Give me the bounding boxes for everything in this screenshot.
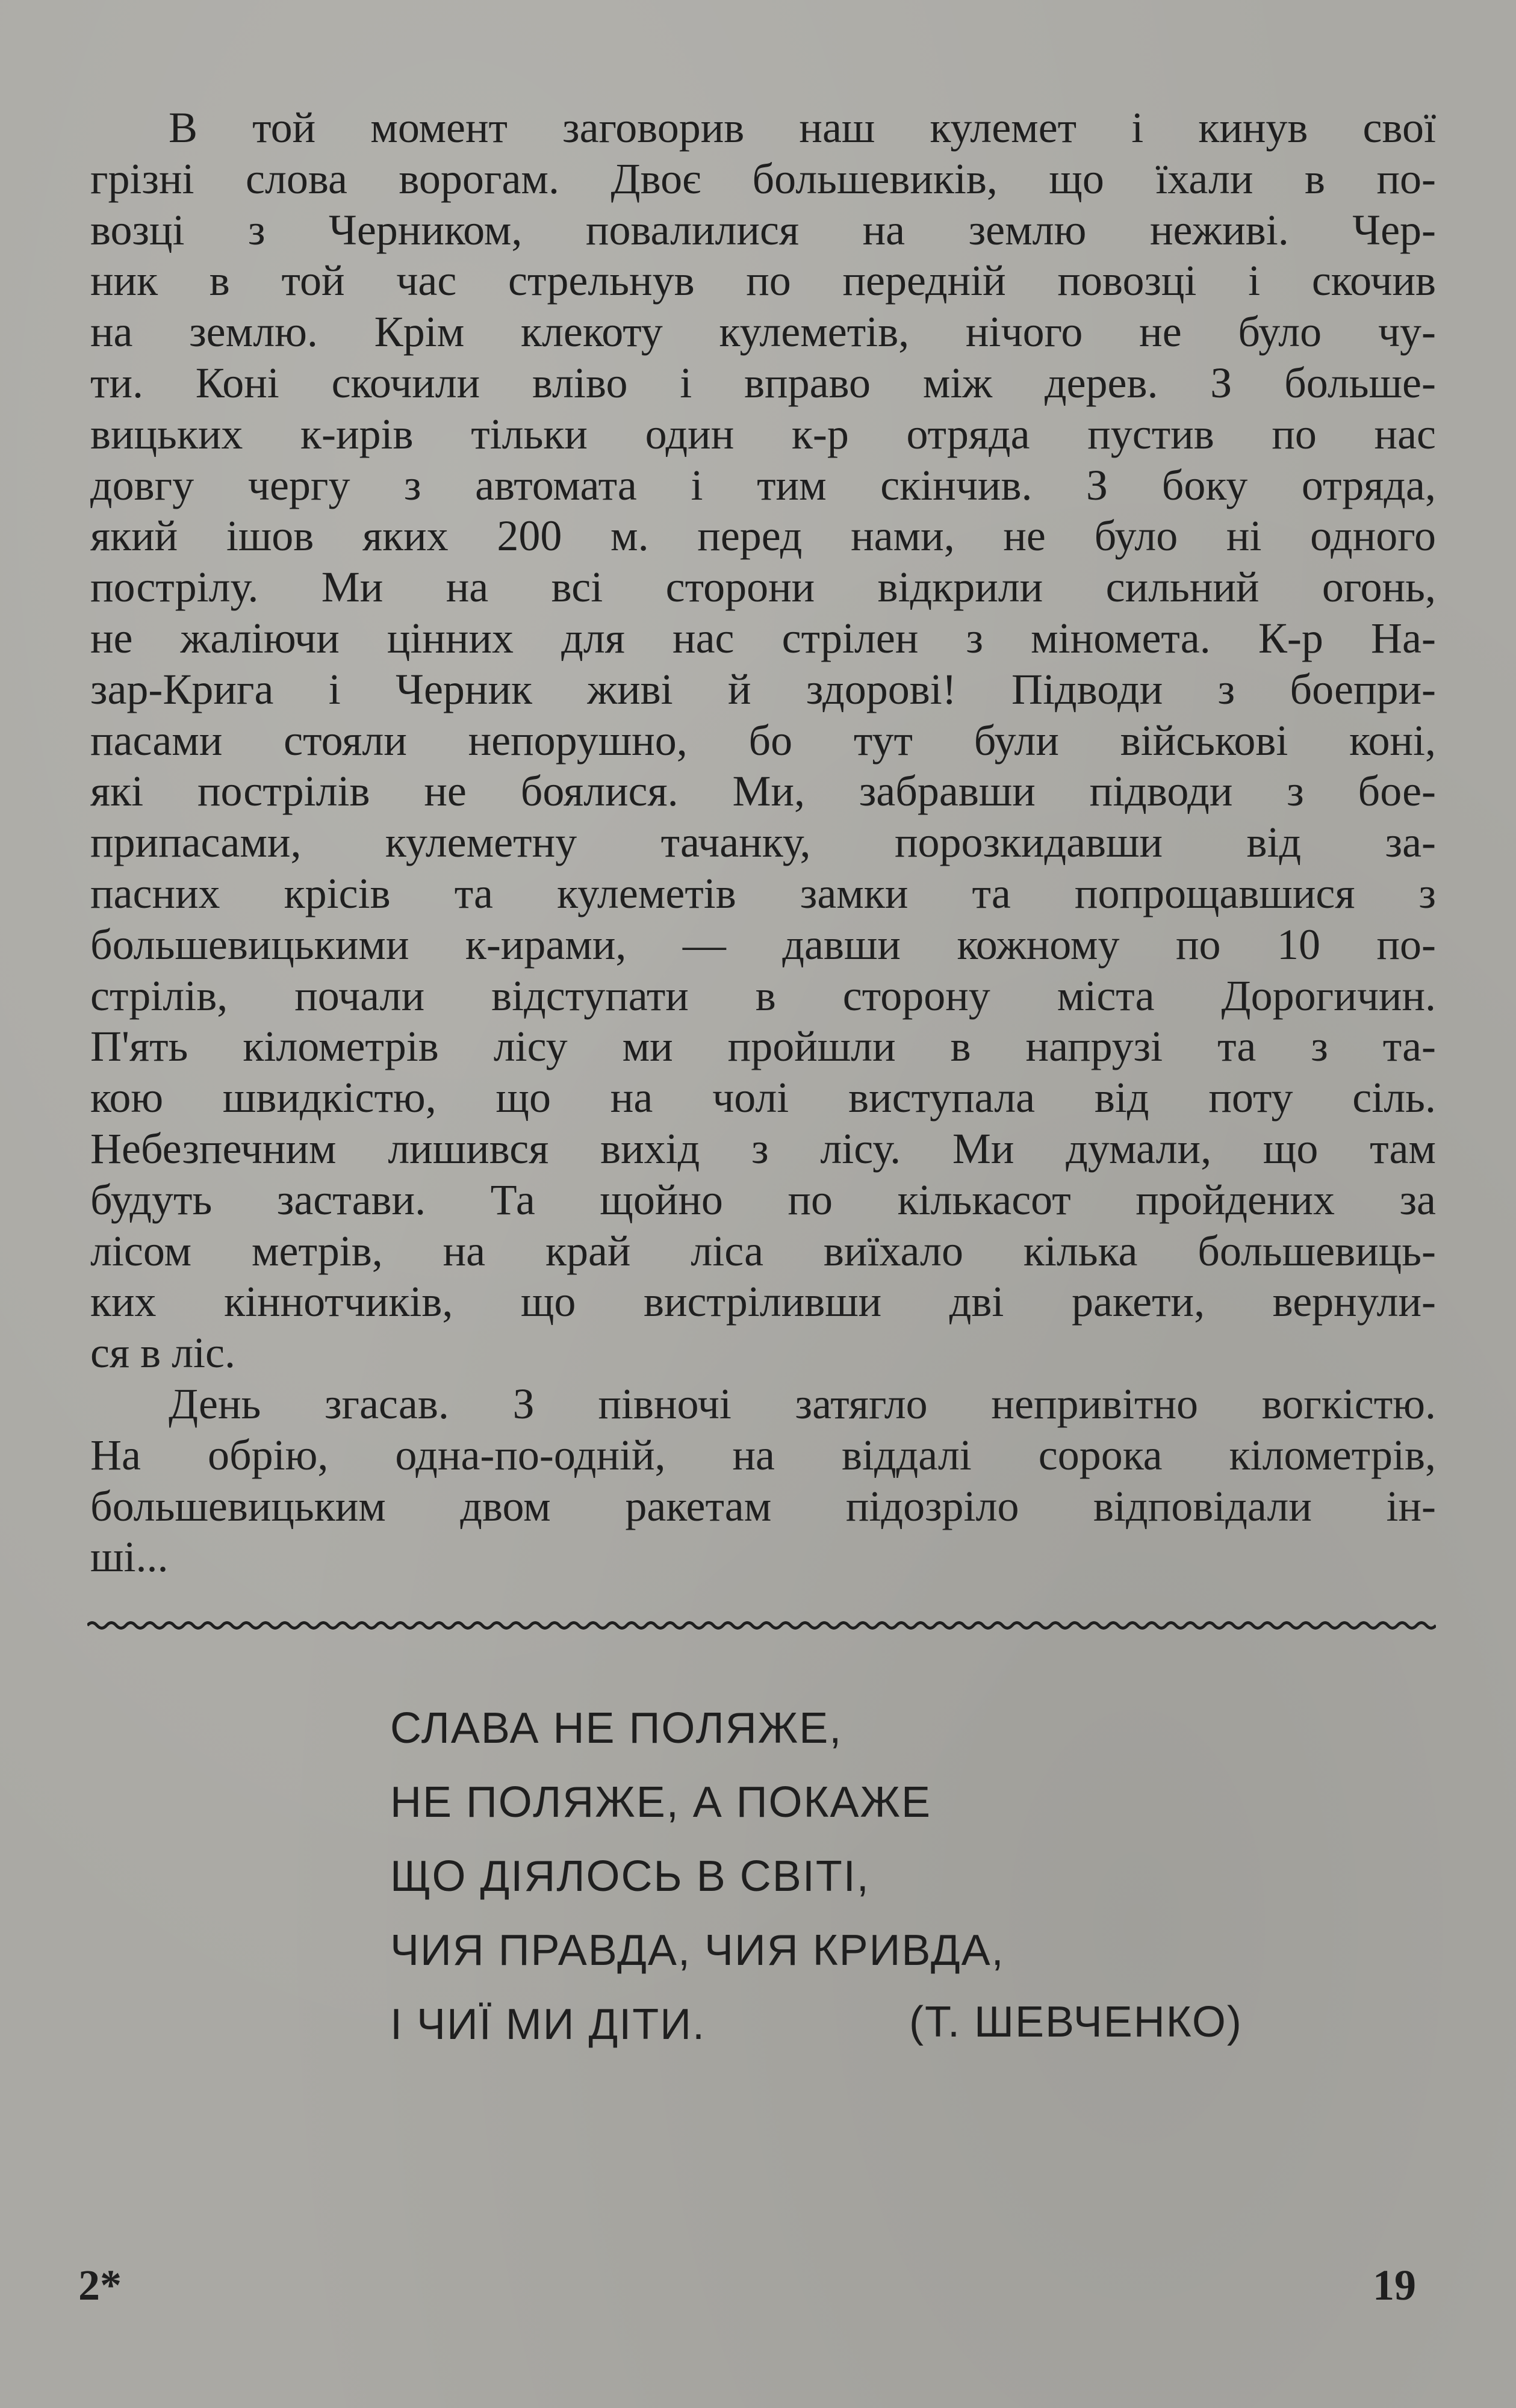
wavy-divider: [87, 1613, 1436, 1637]
prose-line: ші...: [90, 1533, 169, 1581]
prose-line: які пострілів не боялися. Ми, забравши підводи з бое-: [90, 767, 1436, 816]
prose-line: вицьких к-ирів тільки один к-р отряда пустив по нас: [90, 409, 1436, 458]
prose-line: ти. Коні скочили вліво і вправо між дерев. З большe-: [90, 358, 1436, 407]
prose-line: В той момент заговорив наш кулемет і кинув свої: [169, 104, 1436, 152]
prose-line: будуть застави. Та щойно по кількасот пройдених за: [90, 1175, 1436, 1224]
poem-author: (Т. ШЕВЧЕНКО): [909, 1998, 1243, 2046]
prose-line: пасами стояли непорушно, бо тут були військові коні,: [90, 716, 1436, 765]
page-number: 19: [1373, 2261, 1416, 2309]
prose-line: большевицькими к-ирами, — давши кожному по 10 по-: [90, 920, 1436, 969]
prose-line: не жаліючи цінних для нас стрілен з міномета. К-р На-: [90, 613, 1436, 662]
signature-mark: 2*: [78, 2261, 122, 2309]
poem-line: ЩО ДІЯЛОСЬ В СВІТІ,: [390, 1852, 870, 1901]
poem-line: І ЧИЇ МИ ДІТИ.: [390, 2000, 706, 2049]
prose-line: ник в той час стрельнув по передній повозці і скочив: [90, 256, 1436, 305]
prose-line: пасних крісів та кулеметів замки та попрощавшися з: [90, 869, 1436, 917]
prose-line: грізні слова ворогам. Двоє большевиків, що їхали в по-: [90, 154, 1436, 203]
prose-body: [90, 102, 1436, 1583]
prose-line: лісом метрів, на край ліса виїхало кілька большевиць-: [90, 1226, 1436, 1275]
prose-line: який ішов яких 200 м. перед нами, не було ні одного: [90, 512, 1436, 560]
prose-line: большевицьким двом ракетам підозріло відповідали ін-: [90, 1482, 1436, 1530]
poem-line: НЕ ПОЛЯЖЕ, А ПОКАЖЕ: [390, 1778, 931, 1826]
prose-line: ких кіннотчиків, що вистріливши дві ракети, вернули-: [90, 1277, 1436, 1326]
prose-line: возці з Черником, повалилися на землю неживі. Чер-: [90, 205, 1436, 254]
prose-line: пострілу. Ми на всі сторони відкрили сильний огонь,: [90, 563, 1436, 612]
prose-line: кою швидкістю, що на чолі виступала від поту сіль.: [90, 1073, 1436, 1122]
prose-line: довгу чергу з автомата і тим скінчив. З боку отряда,: [90, 461, 1436, 509]
prose-line: ся в ліс.: [90, 1329, 235, 1377]
prose-line: На обрію, одна-по-одній, на віддалі сорока кілометрів,: [90, 1430, 1436, 1479]
poem-line: СЛАВА НЕ ПОЛЯЖЕ,: [390, 1704, 843, 1752]
prose-line: зар-Крига і Черник живі й здорові! Підводи з боепри-: [90, 665, 1436, 713]
prose-line: День згасав. З півночі затягло непривітно вогкістю.: [169, 1379, 1436, 1428]
prose-line: П'ять кілометрів лісу ми пройшли в напрузі та з та-: [90, 1022, 1436, 1071]
prose-line: на землю. Крім клекоту кулеметів, нічого не було чу-: [90, 308, 1436, 356]
poem-line: ЧИЯ ПРАВДА, ЧИЯ КРИВДА,: [390, 1926, 1005, 1975]
prose-line: Небезпечним лишився вихід з лісу. Ми думали, що там: [90, 1124, 1436, 1173]
prose-line: стрілів, почали відступати в сторону міста Дорогичин.: [90, 971, 1436, 1020]
prose-line: припасами, кулеметну тачанку, порозкидавши від за-: [90, 818, 1436, 867]
